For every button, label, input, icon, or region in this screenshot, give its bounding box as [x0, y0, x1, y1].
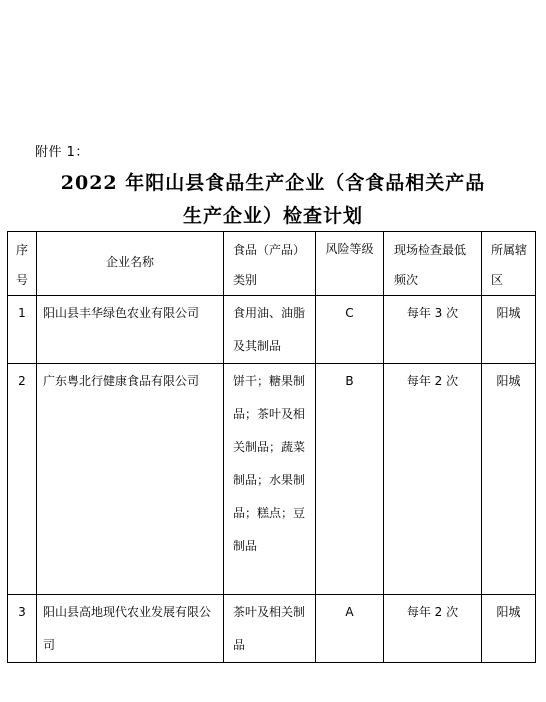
row-seq: 3	[18, 605, 26, 619]
row-district: 阳城	[496, 374, 521, 388]
table-header-row	[8, 232, 536, 296]
header-risk	[316, 232, 384, 296]
row-company: 广东粤北行健康食品有限公司	[43, 374, 200, 388]
row-frequency: 每年 2 次	[406, 605, 459, 619]
header-district	[482, 232, 536, 296]
header-seq-text: 序号	[15, 243, 28, 287]
inspection-plan-table	[7, 231, 536, 663]
row-category: 饼干；糖果制品；茶叶及相关制品；蔬菜制品；水果制品；糕点；豆制品	[233, 374, 306, 553]
row-company: 阳山县丰华绿色农业有限公司	[43, 306, 200, 320]
header-district-text: 所属辖区	[491, 243, 528, 287]
document-title-line-1: 2022 年阳山县食品生产企业（含食品相关产品	[60, 172, 486, 194]
row-risk: C	[345, 306, 354, 320]
document-title-line-2: 生产企业）检查计划	[182, 205, 363, 227]
header-seq	[8, 232, 37, 296]
header-category-text: 食品（产品）类别	[233, 243, 306, 287]
table-row	[8, 296, 536, 364]
row-risk: A	[345, 605, 354, 619]
row-risk: B	[345, 374, 354, 388]
row-district: 阳城	[496, 605, 521, 619]
row-company: 阳山县高地现代农业发展有限公司	[43, 605, 212, 652]
row-category: 食用油、油脂及其制品	[233, 306, 306, 353]
row-seq: 2	[18, 374, 26, 388]
header-frequency	[384, 232, 482, 296]
row-seq: 1	[18, 306, 26, 320]
header-category	[224, 232, 316, 296]
attachment-label: 附件 1：	[35, 145, 89, 160]
row-category: 茶叶及相关制品	[233, 605, 306, 652]
header-frequency-text: 现场检查最低频次	[394, 243, 467, 287]
table-row	[8, 364, 536, 595]
table-row	[8, 595, 536, 663]
row-district: 阳城	[496, 306, 521, 320]
header-company	[37, 232, 224, 296]
header-company-text: 企业名称	[105, 255, 154, 269]
row-frequency: 每年 3 次	[406, 306, 459, 320]
header-risk-text: 风险等级	[325, 242, 374, 256]
row-frequency: 每年 2 次	[406, 374, 459, 388]
